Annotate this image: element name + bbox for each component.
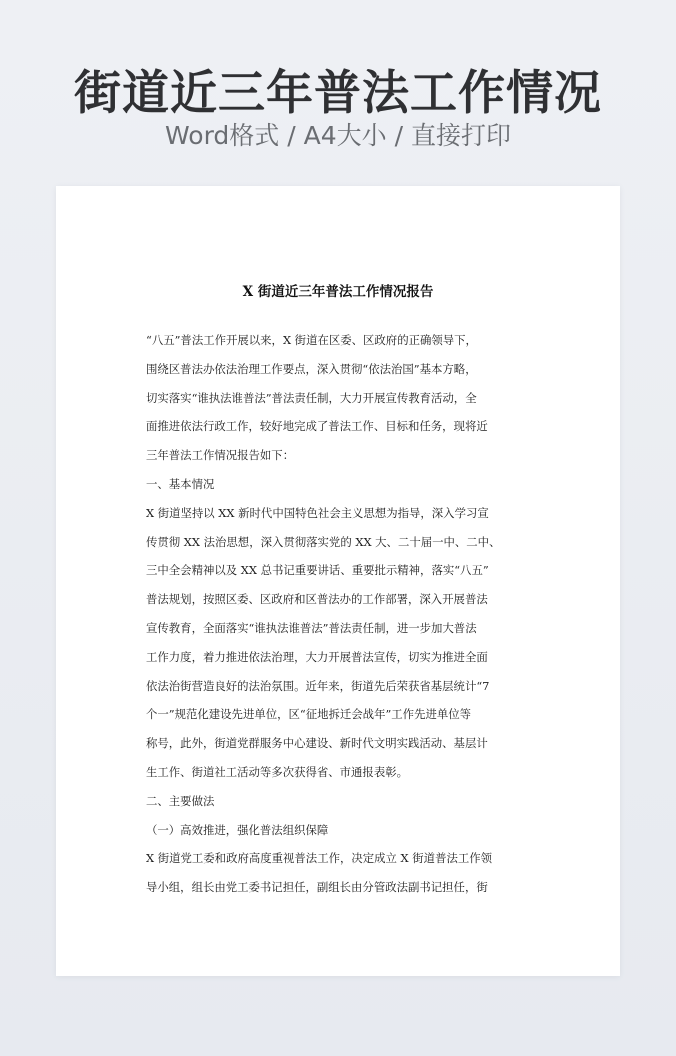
paragraph-line: 切实落实“谁执法谁普法”普法责任制，大力开展宣传教育活动，全 (146, 390, 477, 405)
paragraph-line: 个一”规范化建设先进单位，区“征地拆迁会战年”工作先进单位等 (146, 707, 472, 722)
document-body (146, 326, 534, 902)
paragraph-line: X 街道坚持以 XX 新时代中国特色社会主义思想为指导，深入学习宣 (146, 505, 489, 520)
document-page (56, 186, 620, 976)
paragraph-line: 宣传教育，全面落实“谁执法谁普法”普法责任制，进一步加大普法 (146, 620, 477, 635)
paragraph-line: 普法规划，按照区委、区政府和区普法办的工作部署，深入开展普法 (146, 592, 488, 607)
paragraph-line: 生工作、街道社工活动等多次获得省、市通报表彰。 (146, 764, 408, 779)
paragraph-line: 围绕区普法办依法治理工作要点，深入贯彻“依法治国”基本方略， (146, 361, 477, 376)
paragraph-line: 传贯彻 XX 法治思想，深入贯彻落实党的 XX 大、二十届一中、二中、 (146, 534, 501, 549)
banner-subtitle: Word格式 / A4大小 / 直接打印 (165, 121, 511, 150)
paragraph-line: X 街道党工委和政府高度重视普法工作，决定成立 X 街道普法工作领 (146, 851, 493, 866)
banner-title: 街道近三年普法工作情况 (74, 66, 602, 121)
paragraph-line: 面推进依法行政工作，较好地完成了普法工作、目标和任务，现将近 (146, 419, 488, 434)
subsection-heading: （一）高效推进，强化普法组织保障 (146, 822, 329, 837)
paragraph-line: 工作力度，着力推进依法治理，大力开展普法宣传，切实为推进全面 (146, 649, 488, 664)
paragraph-line: 三中全会精神以及 XX 总书记重要讲话、重要批示精神，落实“八五” (146, 563, 489, 578)
paragraph-line: 导小组，组长由党工委书记担任，副组长由分管政法副书记担任，街 (146, 880, 488, 895)
document-title: X 街道近三年普法工作情况报告 (242, 284, 434, 300)
paragraph-line: 依法治街营造良好的法治氛围。近年来，街道先后荣获省基层统计“7 (146, 678, 490, 693)
paragraph-line: “八五”普法工作开展以来，X 街道在区委、区政府的正确领导下， (146, 333, 477, 347)
paragraph-line: 三年普法工作情况报告如下： (146, 448, 295, 463)
section-heading: 二、主要做法 (146, 793, 215, 808)
paragraph-line: 称号，此外，街道党群服务中心建设、新时代文明实践活动、基层计 (146, 736, 488, 751)
section-heading: 一、基本情况 (146, 476, 215, 491)
